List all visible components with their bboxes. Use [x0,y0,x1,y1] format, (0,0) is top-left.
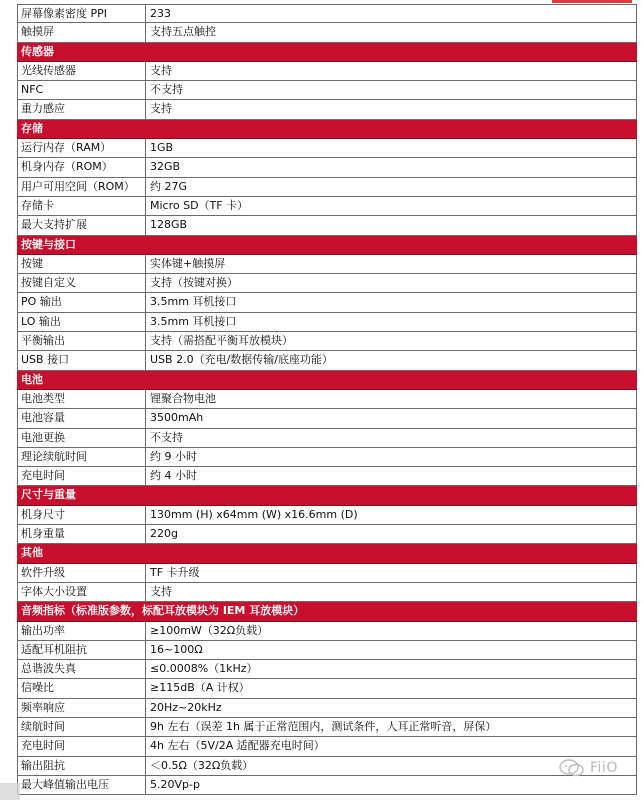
spec-key: 重力感应 [17,100,146,118]
spec-value: Micro SD（TF 卡） [146,197,637,215]
spec-value: TF 卡升级 [146,564,637,582]
spec-row [17,737,637,756]
spec-row [17,467,637,486]
spec-value: 不支持 [146,81,637,99]
spec-row [17,583,637,602]
spec-key: 软件升级 [17,564,146,582]
spec-key: 充电时间 [17,737,146,755]
spec-value: 5.20Vp-p [146,776,637,794]
spec-row [17,622,637,641]
spec-row [17,23,637,42]
section-header: 电池 [17,371,637,390]
spec-row [17,197,637,216]
spec-row [17,255,637,274]
spec-key: 输出阻抗 [17,757,146,775]
spec-row [17,564,637,583]
spec-key: 机身重量 [17,525,146,543]
spec-row [17,139,637,158]
spec-value: 20Hz~20kHz [146,699,637,717]
spec-key: PO 输出 [17,293,146,311]
spec-value: 约 9 小时 [146,448,637,466]
spec-key: 信噪比 [17,679,146,697]
spec-table [17,4,637,795]
section-header: 按键与接口 [17,236,637,255]
spec-row [17,81,637,100]
spec-row [17,641,637,660]
spec-value: 支持 [146,583,637,601]
spec-key: 字体大小设置 [17,583,146,601]
spec-value: 支持（按键对换） [146,274,637,292]
corner-tab [0,783,20,800]
spec-value: 3.5mm 耳机接口 [146,293,637,311]
spec-value: ≥100mW（32Ω负载） [146,622,637,640]
spec-value: 4h 左右（5V/2A 适配器充电时间） [146,737,637,755]
spec-value: 128GB [146,216,637,234]
spec-row [17,757,637,776]
spec-key: 用户可用空间（ROM） [17,178,146,196]
section-header: 传感器 [17,43,637,62]
spec-value: 实体键+触摸屏 [146,255,637,273]
spec-key: 平衡输出 [17,332,146,350]
spec-value: USB 2.0（充电/数据传输/底座功能） [146,351,637,369]
spec-row [17,506,637,525]
spec-key: USB 接口 [17,351,146,369]
spec-row [17,62,637,81]
top-accent-bar [552,0,632,3]
spec-key: 屏幕像素密度 PPI [17,5,146,22]
spec-key: 最大峰值输出电压 [17,776,146,794]
spec-row [17,776,637,795]
spec-key: 光线传感器 [17,62,146,80]
spec-value: 130mm (H) x64mm (W) x16.6mm (D) [146,506,637,524]
spec-key: 频率响应 [17,699,146,717]
spec-row [17,390,637,409]
spec-value: 支持（需搭配平衡耳放模块） [146,332,637,350]
spec-key: 电池更换 [17,429,146,447]
section-header: 其他 [17,544,637,563]
spec-value: 1GB [146,139,637,157]
watermark-brand: FiiO [590,760,618,776]
spec-key: 电池类型 [17,390,146,408]
spec-row [17,178,637,197]
section-header: 尺寸与重量 [17,486,637,505]
section-header: 存储 [17,120,637,139]
spec-row [17,332,637,351]
spec-value: 支持 [146,100,637,118]
spec-key: 电池容量 [17,409,146,427]
spec-row [17,660,637,679]
spec-key: NFC [17,81,146,99]
spec-key: 适配耳机阻抗 [17,641,146,659]
spec-row [17,216,637,235]
spec-row [17,351,637,370]
spec-value: 233 [146,5,637,22]
section-header: 音频指标（标准版参数，标配耳放模块为 IEM 耳放模块） [17,602,637,621]
spec-value: 9h 左右（误差 1h 属于正常范围内，测试条件，人耳正常听音，屏保） [146,718,637,736]
spec-row [17,409,637,428]
spec-row [17,274,637,293]
spec-key: LO 输出 [17,313,146,331]
spec-row [17,679,637,698]
wechat-logo-icon [558,758,586,778]
spec-value: ≥115dB（A 计权） [146,679,637,697]
spec-row [17,718,637,737]
spec-row [17,313,637,332]
spec-key: 机身内存（ROM） [17,158,146,176]
spec-key: 充电时间 [17,467,146,485]
spec-key: 存储卡 [17,197,146,215]
spec-row [17,158,637,177]
spec-value: 16~100Ω [146,641,637,659]
spec-value: 锂聚合物电池 [146,390,637,408]
spec-row [17,100,637,119]
spec-value: 220g [146,525,637,543]
spec-value: 支持五点触控 [146,23,637,41]
spec-key: 总谐波失真 [17,660,146,678]
spec-row [17,448,637,467]
spec-key: 按键 [17,255,146,273]
fiio-watermark [558,750,628,786]
spec-row [17,429,637,448]
spec-value: 32GB [146,158,637,176]
spec-key: 机身尺寸 [17,506,146,524]
spec-value: ≤0.0008%（1kHz） [146,660,637,678]
spec-value: ＜0.5Ω（32Ω负载） [146,757,637,775]
spec-key: 运行内存（RAM） [17,139,146,157]
spec-value: 3500mAh [146,409,637,427]
spec-row [17,525,637,544]
spec-row [17,293,637,312]
spec-row [17,699,637,718]
spec-key: 理论续航时间 [17,448,146,466]
spec-value: 不支持 [146,429,637,447]
spec-key: 续航时间 [17,718,146,736]
spec-value: 支持 [146,62,637,80]
spec-value: 约 4 小时 [146,467,637,485]
spec-key: 最大支持扩展 [17,216,146,234]
spec-key: 输出功率 [17,622,146,640]
spec-row [17,4,637,23]
spec-value: 3.5mm 耳机接口 [146,313,637,331]
spec-key: 按键自定义 [17,274,146,292]
spec-key: 触摸屏 [17,23,146,41]
spec-value: 约 27G [146,178,637,196]
